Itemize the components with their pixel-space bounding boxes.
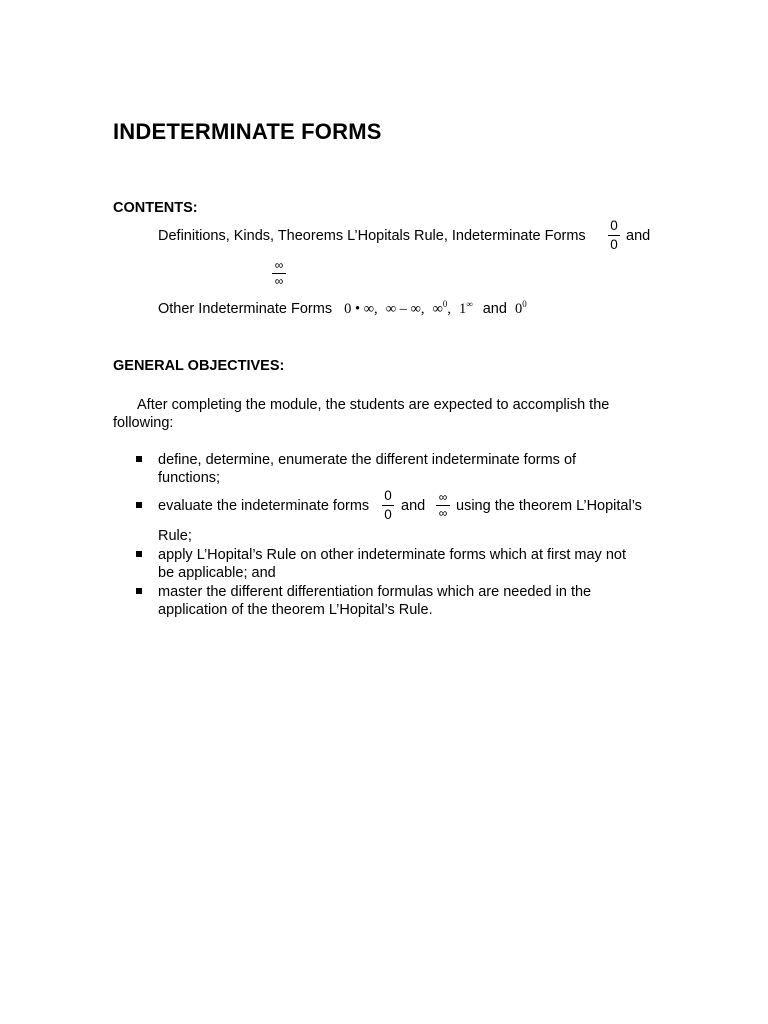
bullet-icon bbox=[136, 502, 142, 508]
fraction-denominator: 0 bbox=[610, 237, 618, 252]
form-zero-power-zero bbox=[515, 301, 527, 317]
exponent: 0 bbox=[522, 299, 527, 309]
form-zero-times-infinity: 0 • ∞ bbox=[344, 301, 375, 317]
form-infinity-minus-infinity: ∞ – ∞ bbox=[385, 301, 421, 317]
base: 0 bbox=[514, 301, 523, 317]
objectives-heading: GENERAL OBJECTIVES: bbox=[113, 358, 285, 374]
base: ∞ bbox=[432, 301, 443, 317]
objective-item-2-part-1: evaluate the indeterminate forms bbox=[158, 498, 370, 514]
fraction-infinity-over-infinity bbox=[436, 491, 450, 520]
and-word: and bbox=[482, 301, 507, 317]
fraction-zero-over-zero bbox=[608, 218, 620, 253]
objective-item-4-line-1: master the different differentiation formulas which are needed in the bbox=[158, 584, 592, 600]
fraction-bar bbox=[608, 235, 620, 236]
fraction-denominator: ∞ bbox=[438, 506, 448, 520]
fraction-denominator: ∞ bbox=[274, 274, 284, 288]
form-one-power-infinity bbox=[459, 301, 473, 317]
objective-item-1-line-2: functions; bbox=[158, 470, 221, 486]
base: 1 bbox=[459, 301, 467, 317]
other-forms-label: Other Indeterminate Forms bbox=[158, 301, 333, 317]
comma: , bbox=[420, 301, 425, 317]
fraction-numerator: ∞ bbox=[438, 490, 448, 504]
objective-item-2-and: and bbox=[401, 498, 426, 514]
fraction-numerator: 0 bbox=[384, 488, 392, 503]
objective-item-2-line-2: Rule; bbox=[158, 528, 192, 544]
bullet-icon bbox=[136, 588, 142, 594]
exponent: 0 bbox=[442, 299, 448, 309]
objective-item-3-line-1: apply L’Hopital’s Rule on other indeterminate forms which at first may not bbox=[158, 547, 626, 563]
fraction-numerator: ∞ bbox=[274, 258, 284, 272]
objective-item-2-part-2: using the theorem L’Hopital’s bbox=[456, 498, 642, 514]
contents-heading: CONTENTS: bbox=[113, 200, 198, 216]
comma: , bbox=[447, 301, 451, 317]
fraction-infinity-over-infinity bbox=[272, 259, 286, 288]
objectives-intro-line-1: After completing the module, the students are expected to accomplish the bbox=[137, 397, 610, 413]
contents-line-2 bbox=[158, 301, 527, 318]
fraction-bar bbox=[382, 505, 394, 506]
exponent: ∞ bbox=[466, 299, 473, 309]
objective-item-4-line-2: application of the theorem L’Hopital’s Rule. bbox=[158, 602, 433, 618]
comma: , bbox=[374, 301, 378, 317]
page-title: INDETERMINATE FORMS bbox=[113, 119, 382, 144]
bullet-icon bbox=[136, 456, 142, 462]
fraction-zero-over-zero bbox=[382, 488, 394, 523]
objective-item-3-line-2: be applicable; and bbox=[158, 565, 276, 581]
fraction-numerator: 0 bbox=[610, 218, 618, 233]
contents-and: and bbox=[626, 228, 651, 244]
form-infinity-power-zero bbox=[433, 301, 448, 317]
contents-line-1: Definitions, Kinds, Theorems L’Hopitals Rule, Indeterminate Forms bbox=[158, 228, 586, 244]
fraction-denominator: 0 bbox=[384, 507, 392, 522]
bullet-icon bbox=[136, 551, 142, 557]
objectives-intro-line-2: following: bbox=[113, 415, 174, 431]
objective-item-1-line-1: define, determine, enumerate the different indeterminate forms of bbox=[158, 452, 577, 468]
